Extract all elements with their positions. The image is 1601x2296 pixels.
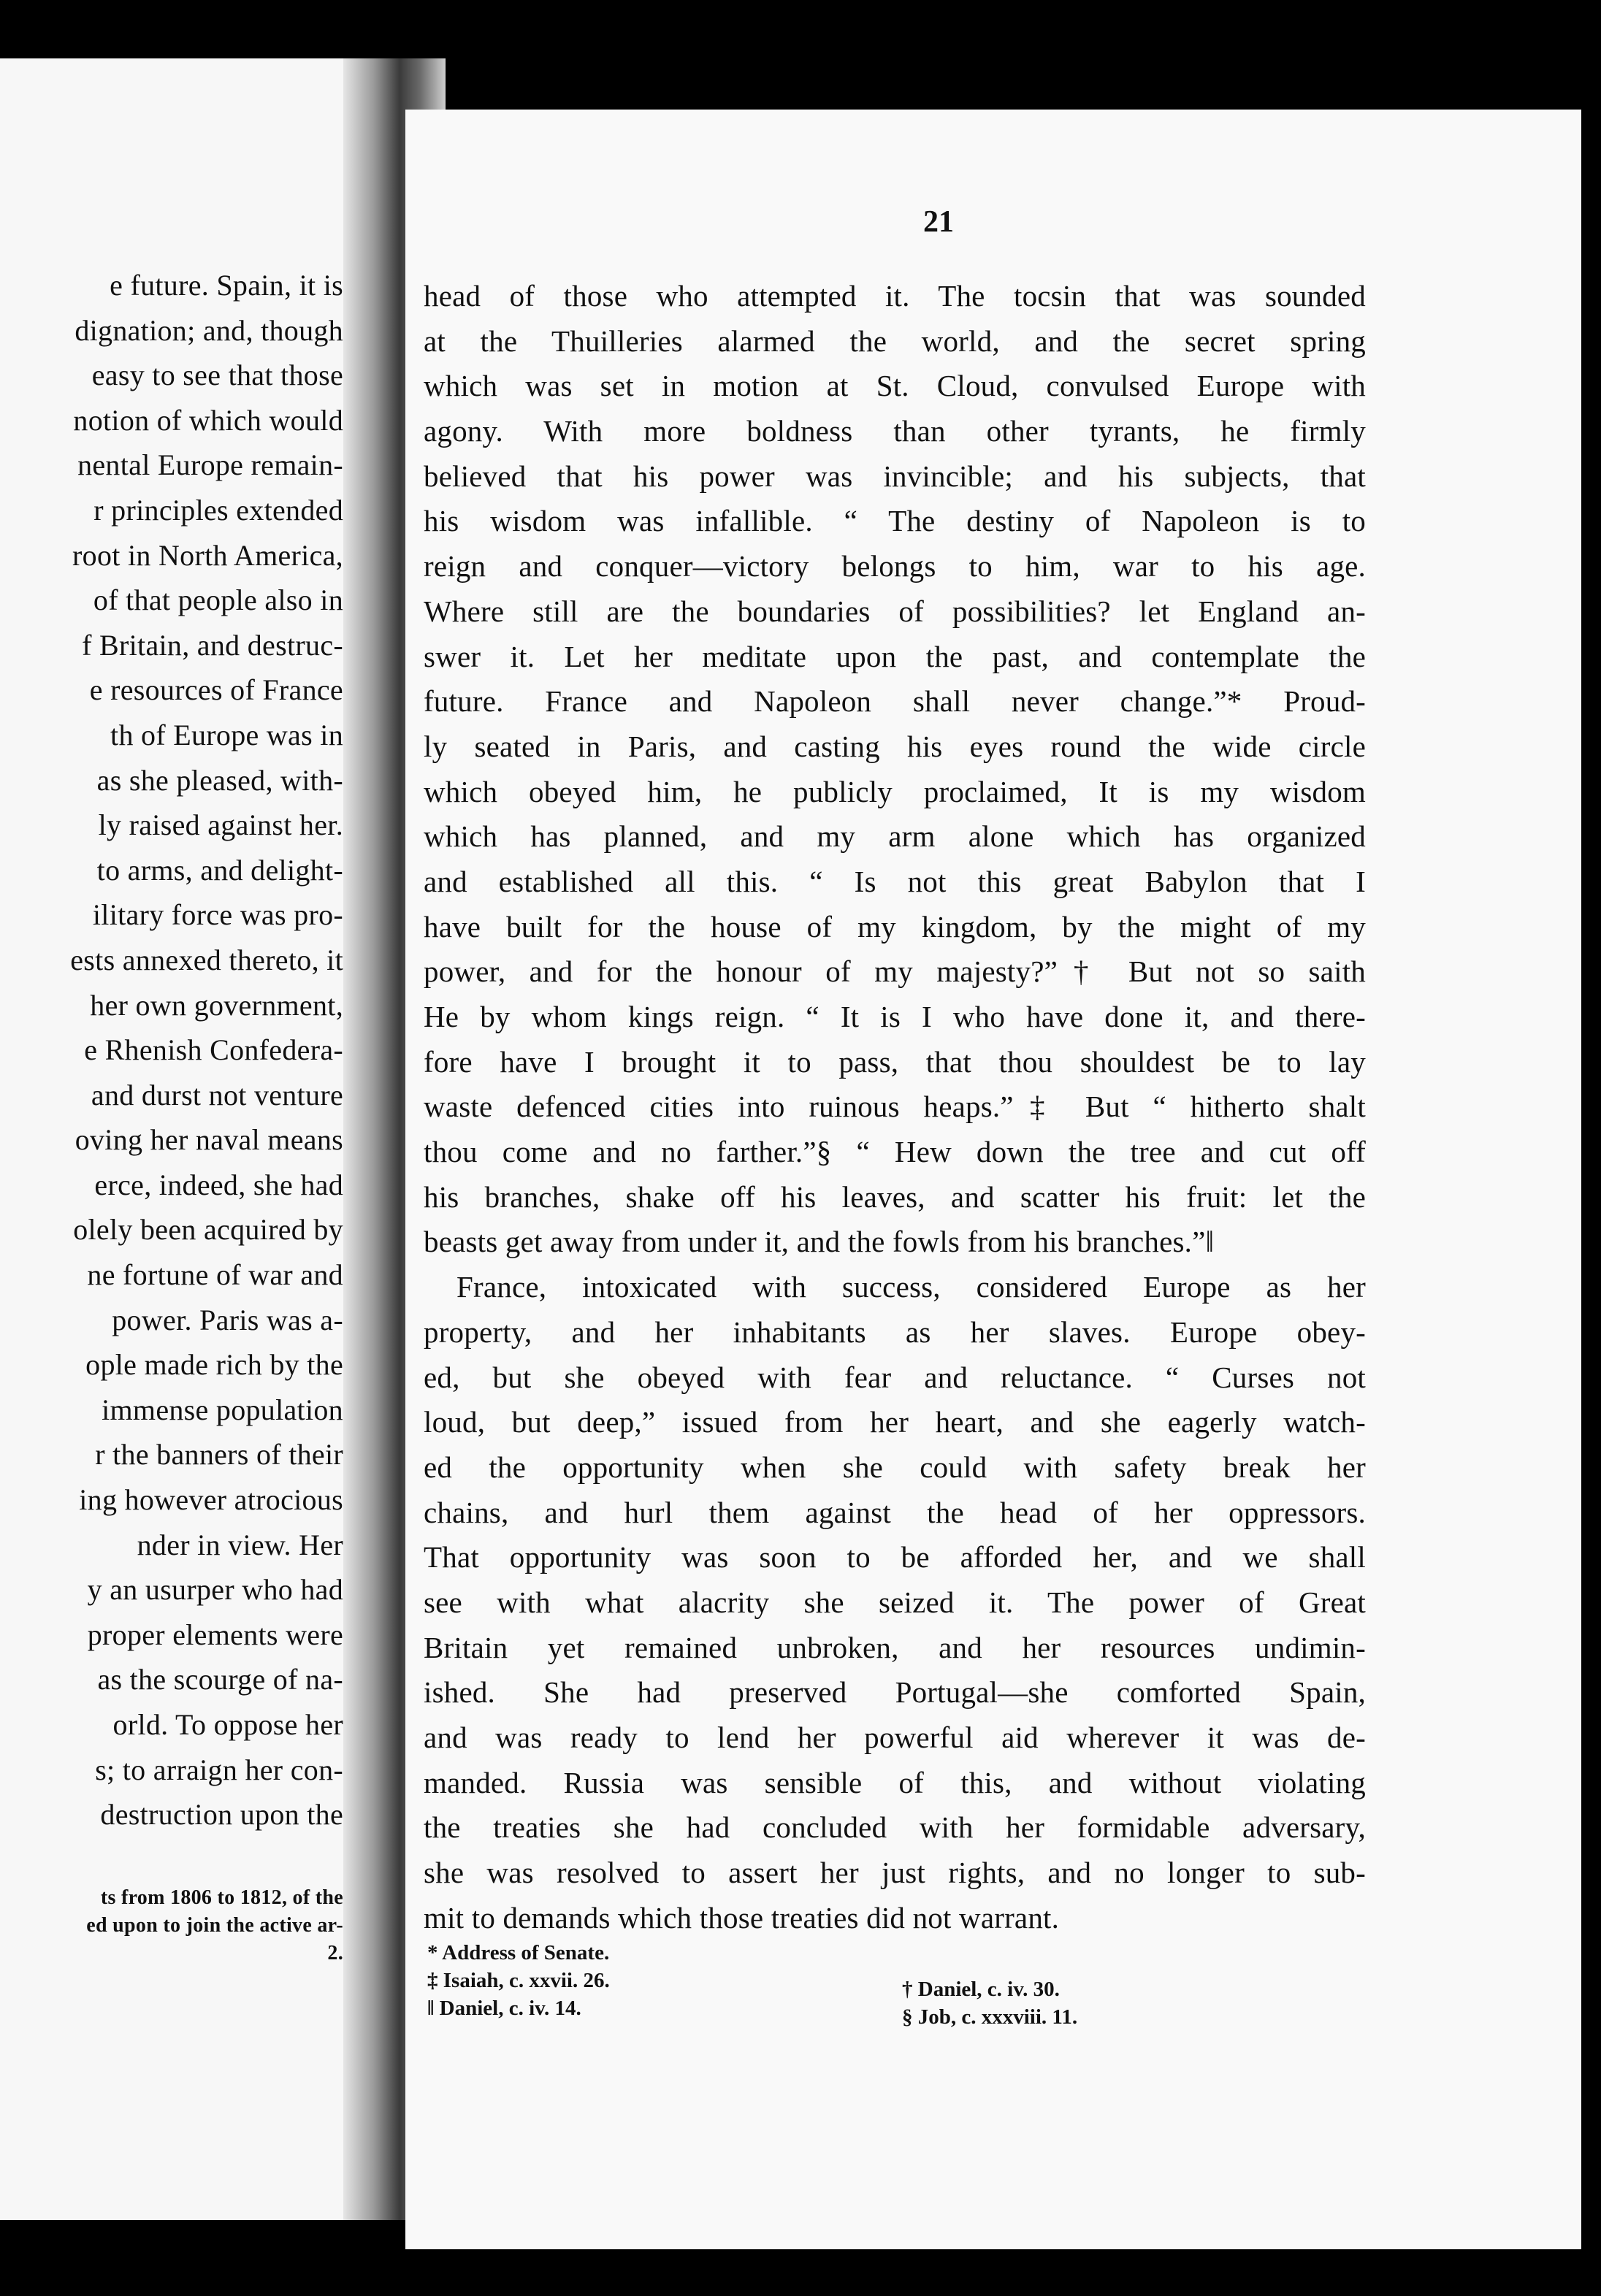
left-page-line: as the scourge of na-: [97, 1663, 343, 1696]
text-line: power, and for the honour of my majesty?”† But not so saith: [424, 954, 1366, 989]
text-line: ished. She had preserved Portugal—she comforted Spain,: [424, 1675, 1366, 1710]
left-page-line: ople made rich by the: [85, 1348, 343, 1382]
text-line: at the Thuilleries alarmed the world, and the secret spring: [424, 324, 1366, 358]
left-page-line: dignation; and, though: [74, 313, 343, 347]
footnotes-right: [902, 1975, 1077, 2031]
left-page-line: oving her naval means: [74, 1123, 343, 1157]
text-line: which was set in motion at St. Cloud, convulsed Europe with: [424, 369, 1366, 403]
footnote: ‖ Daniel, c. iv. 14.: [427, 1997, 581, 2020]
left-page-line: e Rhenish Confedera-: [84, 1033, 343, 1067]
left-page-line: easy to see that those: [91, 359, 343, 392]
text-line: chains, and hurl them against the head of her oppressors.: [424, 1495, 1366, 1529]
text-line: fore have I brought it to pass, that thou shouldest be to lay: [424, 1044, 1366, 1079]
text-line: future. France and Napoleon shall never change.”* Proud-: [424, 684, 1366, 719]
text-line: Where still are the boundaries of possibilities? let England an-: [424, 594, 1366, 628]
text-line: thou come and no farther.”§ “ Hew down the tree and cut off: [424, 1135, 1366, 1169]
text-line: He by whom kings reign. “ It is I who have done it, and there-: [424, 1000, 1366, 1033]
left-page-line: s; to arraign her con-: [95, 1753, 343, 1786]
text-line: his wisdom was infallible. “ The destiny of Napoleon is to: [424, 504, 1366, 538]
left-page-line: immense population: [102, 1393, 343, 1426]
left-page-line: ing however atrocious: [79, 1483, 343, 1517]
text-line: which obeyed him, he publicly proclaimed, It is my wisdom: [424, 774, 1366, 808]
left-page-line: f Britain, and destruc-: [82, 628, 343, 662]
left-page-line: erce, indeed, she had: [94, 1168, 343, 1201]
text-line: beasts get away from under it, and the fowls from his branches.”‖: [424, 1225, 1215, 1259]
left-page-line: r the banners of their: [95, 1438, 343, 1472]
left-page-footnotes: [0, 1884, 343, 1967]
left-page-line: her own government,: [90, 988, 343, 1022]
left-page-line: r principles extended: [93, 493, 343, 527]
left-page-line: power. Paris was a-: [112, 1303, 343, 1336]
text-line: waste defenced cities into ruinous heaps.”‡ But “ hitherto shalt: [424, 1090, 1366, 1124]
text-line: swer it. Let her meditate upon the past, and contemplate the: [424, 639, 1366, 673]
left-page-line: nental Europe remain-: [77, 448, 343, 482]
text-line: agony. With more boldness than other tyrants, he firmly: [424, 414, 1366, 448]
left-page-line: y an usurper who had: [87, 1573, 343, 1607]
left-page-line: ests annexed thereto, it: [70, 943, 343, 976]
left-page-line: nder in view. Her: [137, 1528, 343, 1561]
footnote: * Address of Senate.: [427, 1941, 610, 1964]
footnote: ‡ Isaiah, c. xxvii. 26.: [427, 1969, 610, 1992]
left-page-line: th of Europe was in: [110, 718, 343, 751]
text-line: loud, but deep,” issued from her heart, and she eagerly watch-: [424, 1405, 1366, 1439]
text-line: That opportunity was soon to be afforded her, and we shall: [424, 1540, 1366, 1574]
left-page-line: notion of which would: [73, 403, 343, 437]
text-line: Britain yet remained unbroken, and her resources undimin-: [424, 1630, 1366, 1664]
text-line: his branches, shake off his leaves, and scatter his fruit: let the: [424, 1179, 1366, 1214]
footnote: § Job, c. xxxviii. 11.: [902, 2005, 1078, 2029]
left-page-line: destruction upon the: [100, 1798, 343, 1832]
footnote: † Daniel, c. iv. 30.: [902, 1978, 1060, 2001]
left-page-footnote-line: ts from 1806 to 1812, of the: [100, 1886, 343, 1909]
left-page-line: to arms, and delight-: [96, 853, 343, 887]
left-page-text: [0, 263, 343, 1837]
text-line: have built for the house of my kingdom, by the might of my: [424, 909, 1366, 944]
left-page-line: e resources of France: [89, 673, 343, 707]
left-page-line: ilitary force was pro-: [92, 898, 343, 932]
footnotes-left: [427, 1939, 610, 2022]
text-line: reign and conquer—victory belongs to him, war to his age.: [424, 549, 1366, 583]
text-line: manded. Russia was sensible of this, and without violating: [424, 1765, 1366, 1799]
text-line: and was ready to lend her powerful aid wherever it was de-: [424, 1721, 1366, 1754]
text-line: France, intoxicated with success, considered Europe as her: [456, 1270, 1366, 1304]
left-page-line: root in North America,: [72, 538, 343, 572]
left-page-footnote-line: 2.: [327, 1942, 343, 1964]
left-page: [0, 58, 380, 2220]
text-line: and established all this. “ Is not this great Babylon that I: [424, 864, 1366, 898]
text-line: mit to demands which those treaties did not warrant.: [424, 1900, 1060, 1935]
text-line: see with what alacrity she seized it. The power of Great: [424, 1585, 1366, 1619]
left-page-footnote-line: ed upon to join the active ar-: [86, 1914, 343, 1937]
left-page-line: orld. To oppose her: [112, 1708, 343, 1741]
text-line: property, and her inhabitants as her slaves. Europe obey-: [424, 1315, 1366, 1349]
text-line: the treaties she had concluded with her formidable adversary,: [424, 1810, 1366, 1845]
left-page-line: ne fortune of war and: [87, 1258, 343, 1292]
left-page-line: olely been acquired by: [73, 1213, 343, 1247]
text-line: ly seated in Paris, and casting his eyes round the wide circle: [424, 729, 1366, 763]
left-page-line: ly raised against her.: [98, 808, 343, 842]
text-line: head of those who attempted it. The tocsin that was sounded: [424, 279, 1366, 313]
text-line: believed that his power was invincible; and his subjects, that: [424, 459, 1366, 493]
left-page-line: e future. Spain, it is: [110, 269, 343, 302]
left-page-line: proper elements were: [87, 1618, 343, 1651]
text-line: which has planned, and my arm alone which has organized: [424, 819, 1366, 854]
text-line: she was resolved to assert her just rights, and no longer to sub-: [424, 1856, 1366, 1890]
text-line: ed, but she obeyed with fear and reluctance. “ Curses not: [424, 1360, 1366, 1394]
left-page-line: and durst not venture: [91, 1078, 343, 1111]
page-number: 21: [923, 205, 954, 239]
body-text: [424, 274, 1366, 1940]
right-page: [405, 110, 1581, 2249]
text-line: ed the opportunity when she could with safety break her: [424, 1450, 1366, 1484]
left-page-line: of that people also in: [93, 583, 343, 617]
left-page-line: as she pleased, with-: [96, 763, 343, 797]
